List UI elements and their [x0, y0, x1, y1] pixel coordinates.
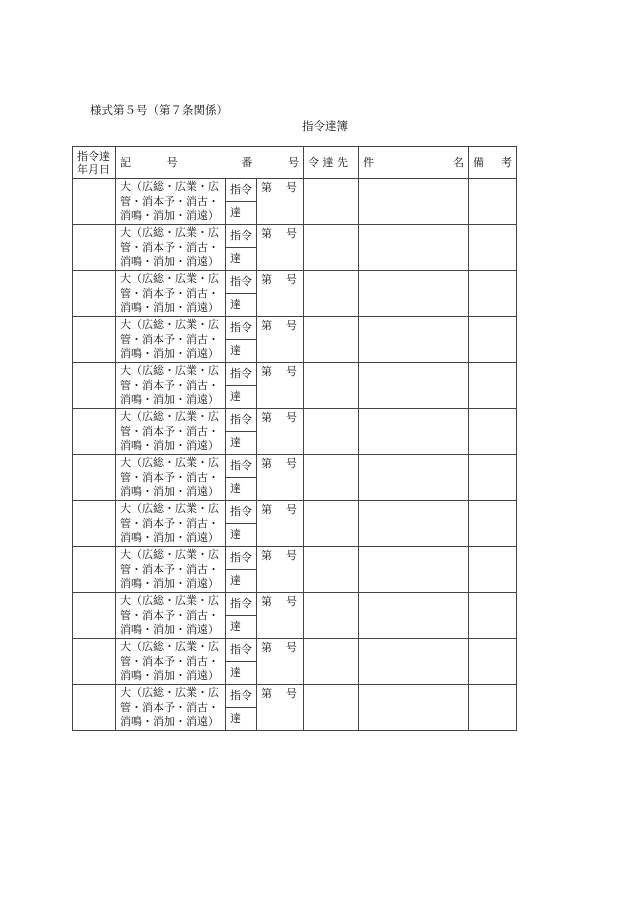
recipient-cell[interactable]	[304, 685, 359, 731]
number-cell[interactable]	[257, 593, 304, 639]
subject-cell[interactable]	[359, 363, 469, 409]
number-cell[interactable]	[257, 547, 304, 593]
era-symbol-cell: 大（広総・広業・広管・消本予・消古・消鳴・消加・消遠）	[116, 455, 226, 501]
table-row	[73, 639, 517, 662]
remarks-cell[interactable]	[469, 593, 517, 639]
number-suffix: 号	[286, 273, 297, 286]
recipient-cell[interactable]	[304, 455, 359, 501]
header-subject-1: 件	[363, 155, 374, 169]
type-notice-cell: 達	[226, 386, 257, 409]
era-symbol-cell: 大（広総・広業・広管・消本予・消古・消鳴・消加・消遠）	[116, 225, 226, 271]
directive-register-table	[72, 146, 517, 731]
number-suffix: 号	[286, 319, 297, 332]
table-row	[73, 363, 517, 386]
number-suffix: 号	[286, 411, 297, 424]
subject-cell[interactable]	[359, 639, 469, 685]
header-row	[73, 147, 517, 179]
era-symbol-cell: 大（広総・広業・広管・消本予・消古・消鳴・消加・消遠）	[116, 363, 226, 409]
type-notice-cell: 達	[226, 294, 257, 317]
header-remarks-1: 備	[473, 155, 484, 169]
table-row	[73, 593, 517, 616]
type-directive-cell: 指令	[226, 363, 257, 386]
type-directive-cell: 指令	[226, 639, 257, 662]
subject-cell[interactable]	[359, 271, 469, 317]
type-notice-cell: 達	[226, 478, 257, 501]
table-row	[73, 271, 517, 294]
era-symbol-cell: 大（広総・広業・広管・消本予・消古・消鳴・消加・消遠）	[116, 685, 226, 731]
type-directive-cell: 指令	[226, 501, 257, 524]
number-suffix: 号	[286, 181, 297, 194]
number-suffix: 号	[286, 457, 297, 470]
number-cell[interactable]	[257, 363, 304, 409]
number-prefix: 第	[261, 503, 272, 516]
subject-cell[interactable]	[359, 179, 469, 225]
header-recipient: 令 達 先	[304, 147, 359, 179]
number-suffix: 号	[286, 365, 297, 378]
table-row	[73, 317, 517, 340]
header-subject-2: 名	[453, 155, 464, 169]
type-notice-cell: 達	[226, 202, 257, 225]
date-cell[interactable]	[73, 639, 116, 685]
header-date: 指令達年月日	[73, 147, 116, 179]
header-symbol-2: 号	[166, 155, 178, 169]
remarks-cell[interactable]	[469, 409, 517, 455]
number-suffix: 号	[286, 503, 297, 516]
date-cell[interactable]	[73, 455, 116, 501]
number-cell[interactable]	[257, 501, 304, 547]
document-title: 指令達簿	[302, 119, 348, 133]
number-cell[interactable]	[257, 409, 304, 455]
remarks-cell[interactable]	[469, 685, 517, 731]
remarks-cell[interactable]	[469, 179, 517, 225]
subject-cell[interactable]	[359, 409, 469, 455]
subject-cell[interactable]	[359, 685, 469, 731]
subject-cell[interactable]	[359, 455, 469, 501]
type-notice-cell: 達	[226, 248, 257, 271]
type-notice-cell: 達	[226, 616, 257, 639]
header-subject	[359, 147, 469, 179]
number-prefix: 第	[261, 365, 272, 378]
number-prefix: 第	[261, 457, 272, 470]
recipient-cell[interactable]	[304, 501, 359, 547]
table-row	[73, 409, 517, 432]
recipient-cell[interactable]	[304, 363, 359, 409]
era-symbol-cell: 大（広総・広業・広管・消本予・消古・消鳴・消加・消遠）	[116, 271, 226, 317]
number-suffix: 号	[286, 595, 297, 608]
number-suffix: 号	[286, 687, 297, 700]
number-cell[interactable]	[257, 455, 304, 501]
number-prefix: 第	[261, 641, 272, 654]
type-directive-cell: 指令	[226, 271, 257, 294]
number-suffix: 号	[286, 227, 297, 240]
header-symbol-number	[116, 147, 304, 179]
number-cell[interactable]	[257, 225, 304, 271]
recipient-cell[interactable]	[304, 179, 359, 225]
type-directive-cell: 指令	[226, 685, 257, 708]
header-remarks-2: 考	[501, 155, 512, 169]
date-cell[interactable]	[73, 179, 116, 225]
date-cell[interactable]	[73, 547, 116, 593]
number-cell[interactable]	[257, 317, 304, 363]
number-cell[interactable]	[257, 685, 304, 731]
type-directive-cell: 指令	[226, 225, 257, 248]
number-prefix: 第	[261, 319, 272, 332]
recipient-cell[interactable]	[304, 547, 359, 593]
subject-cell[interactable]	[359, 317, 469, 363]
number-prefix: 第	[261, 687, 272, 700]
type-directive-cell: 指令	[226, 455, 257, 478]
type-notice-cell: 達	[226, 708, 257, 731]
remarks-cell[interactable]	[469, 455, 517, 501]
table-row	[73, 547, 517, 570]
era-symbol-cell: 大（広総・広業・広管・消本予・消古・消鳴・消加・消遠）	[116, 547, 226, 593]
header-symbol-1: 記	[120, 155, 131, 169]
number-prefix: 第	[261, 273, 272, 286]
number-cell[interactable]	[257, 639, 304, 685]
date-cell[interactable]	[73, 593, 116, 639]
date-cell[interactable]	[73, 225, 116, 271]
type-notice-cell: 達	[226, 570, 257, 593]
type-notice-cell: 達	[226, 340, 257, 363]
type-directive-cell: 指令	[226, 547, 257, 570]
table-row	[73, 179, 517, 202]
form-number: 様式第５号（第７条関係）	[90, 103, 228, 117]
era-symbol-cell: 大（広総・広業・広管・消本予・消古・消鳴・消加・消遠）	[116, 179, 226, 225]
subject-cell[interactable]	[359, 501, 469, 547]
subject-cell[interactable]	[359, 225, 469, 271]
remarks-cell[interactable]	[469, 501, 517, 547]
type-directive-cell: 指令	[226, 409, 257, 432]
header-number-2: 号	[287, 155, 299, 169]
remarks-cell[interactable]	[469, 363, 517, 409]
remarks-cell[interactable]	[469, 639, 517, 685]
recipient-cell[interactable]	[304, 271, 359, 317]
type-notice-cell: 達	[226, 524, 257, 547]
type-directive-cell: 指令	[226, 179, 257, 202]
subject-cell[interactable]	[359, 547, 469, 593]
date-cell[interactable]	[73, 271, 116, 317]
era-symbol-cell: 大（広総・広業・広管・消本予・消古・消鳴・消加・消遠）	[116, 639, 226, 685]
type-notice-cell: 達	[226, 662, 257, 685]
number-cell[interactable]	[257, 271, 304, 317]
date-cell[interactable]	[73, 685, 116, 731]
date-cell[interactable]	[73, 501, 116, 547]
table-row	[73, 455, 517, 478]
type-directive-cell: 指令	[226, 593, 257, 616]
header-number-1: 番	[241, 155, 253, 169]
era-symbol-cell: 大（広総・広業・広管・消本予・消古・消鳴・消加・消遠）	[116, 501, 226, 547]
number-prefix: 第	[261, 181, 272, 194]
table-row	[73, 501, 517, 524]
remarks-cell[interactable]	[469, 547, 517, 593]
number-suffix: 号	[286, 549, 297, 562]
number-cell[interactable]	[257, 179, 304, 225]
number-prefix: 第	[261, 227, 272, 240]
date-cell[interactable]	[73, 317, 116, 363]
type-directive-cell: 指令	[226, 317, 257, 340]
date-cell[interactable]	[73, 409, 116, 455]
number-prefix: 第	[261, 411, 272, 424]
remarks-cell[interactable]	[469, 271, 517, 317]
era-symbol-cell: 大（広総・広業・広管・消本予・消古・消鳴・消加・消遠）	[116, 409, 226, 455]
recipient-cell[interactable]	[304, 639, 359, 685]
header-remarks	[469, 147, 517, 179]
number-prefix: 第	[261, 549, 272, 562]
number-prefix: 第	[261, 595, 272, 608]
subject-cell[interactable]	[359, 593, 469, 639]
table-row	[73, 685, 517, 708]
recipient-cell[interactable]	[304, 593, 359, 639]
date-cell[interactable]	[73, 363, 116, 409]
era-symbol-cell: 大（広総・広業・広管・消本予・消古・消鳴・消加・消遠）	[116, 317, 226, 363]
recipient-cell[interactable]	[304, 225, 359, 271]
recipient-cell[interactable]	[304, 409, 359, 455]
remarks-cell[interactable]	[469, 225, 517, 271]
recipient-cell[interactable]	[304, 317, 359, 363]
remarks-cell[interactable]	[469, 317, 517, 363]
table-row	[73, 225, 517, 248]
type-notice-cell: 達	[226, 432, 257, 455]
number-suffix: 号	[286, 641, 297, 654]
era-symbol-cell: 大（広総・広業・広管・消本予・消古・消鳴・消加・消遠）	[116, 593, 226, 639]
